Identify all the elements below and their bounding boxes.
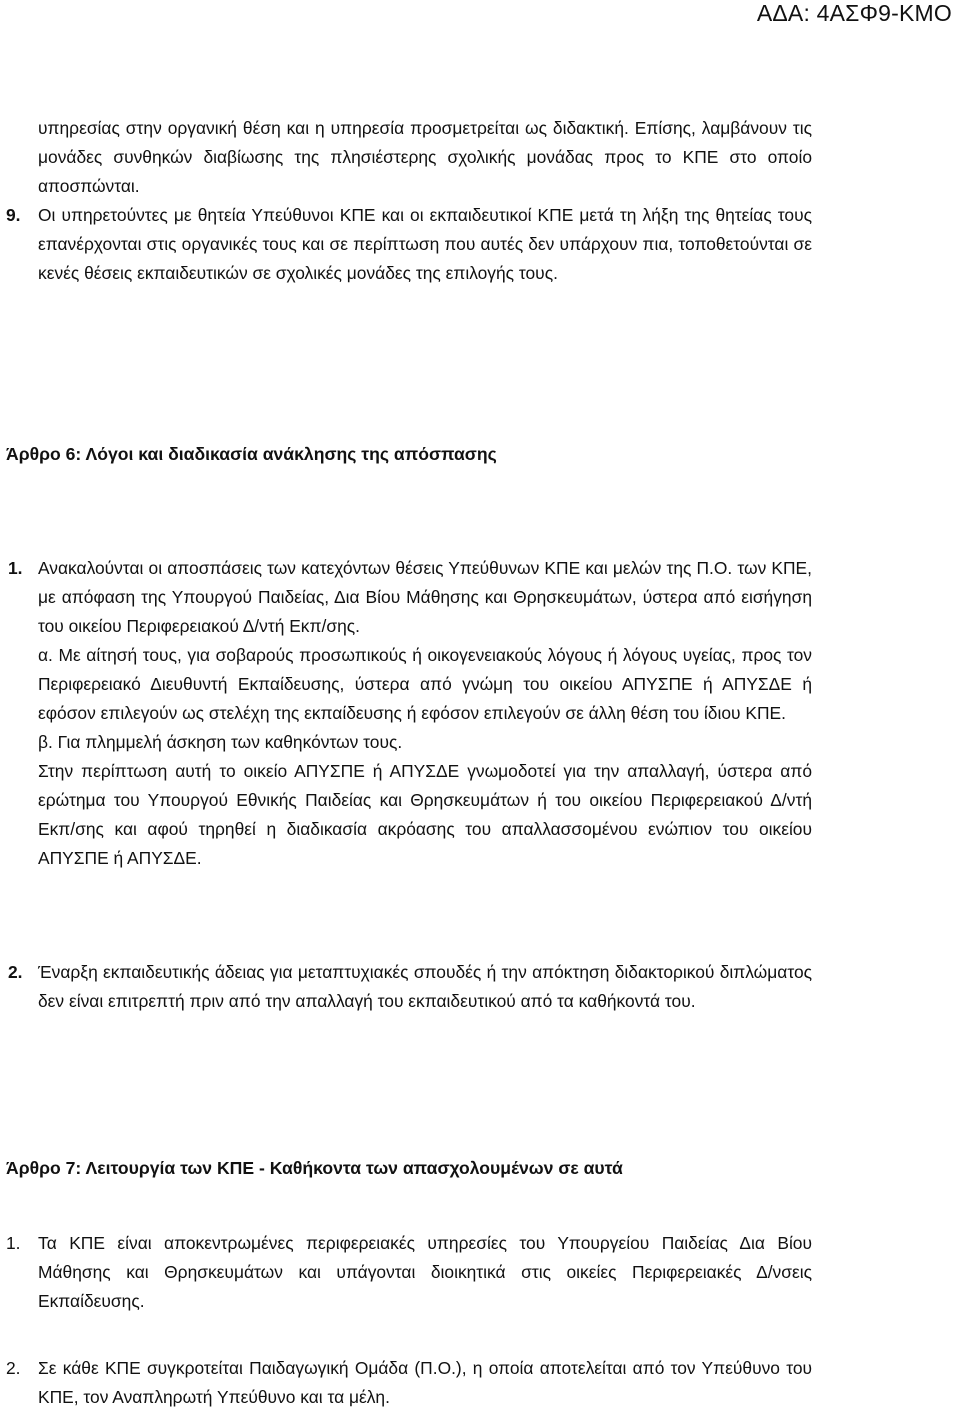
list-item-number: 2. [8,962,23,982]
article-6-item-1-text: Ανακαλούνται οι αποσπάσεις των κατεχόντων θέσεις Υπεύθυνων ΚΠΕ και μελών της Π.Ο. των ΚΠΕ, με απόφαση της Υπουργού Παιδείας, Δια Βίου Μάθησης και Θρησκευμάτων, ύστερα από εισήγηση του οικείου Περιφερειακού Δ/ντή Εκπ/σης. [38,558,812,636]
article-6-item-2 [8,958,812,1048]
article-6-item-1-body [38,554,812,873]
list-item-text: Έναρξη εκπαιδευτικής άδειας για μεταπτυχιακές σπουδές ή την απόκτηση διδακτορικού διπλώματος δεν είναι επιτρεπτή πριν από την απαλλαγή του εκπαιδευτικού από τα καθήκοντά του. [38,962,812,1011]
list-item-9 [6,201,812,321]
article-7-item-1 [6,1229,812,1319]
list-item-text: Οι υπηρετούντες με θητεία Υπεύθυνοι ΚΠΕ και οι εκπαιδευτικοί ΚΠΕ μετά τη λήξη της θητείας τους επανέρχονται στις οργανικές τους και σε περίπτωση που αυτές δεν υπάρχουν πια, τοποθετούνται σε κενές θέσεις εκπαιδευτικών σε σχολικές μονάδες της επιλογής τους. [38,205,812,283]
article-6-item-1-sub-a: α. Με αίτησή τους, για σοβαρούς προσωπικούς ή οικογενειακούς λόγους ή λόγους υγείας, προς τον Περιφερειακό Διευθυντή Εκπαίδευσης, ύστερα από γνώμη του οικείου ΑΠΥΣΠΕ ή ΑΠΥΣΔΕ ή εφόσον επιλεγούν ως στελέχη της εκπαίδευσης ή εφόσον επιλεγούν σε άλλη θέση του ίδιου ΚΠΕ. [38,645,812,723]
article-7-item-2 [6,1354,812,1412]
list-item-number: 1. [8,558,23,578]
article-6-item-1 [8,554,812,954]
list-item-text: Σε κάθε ΚΠΕ συγκροτείται Παιδαγωγική Ομάδα (Π.Ο.), η οποία αποτελείται από τον Υπεύθυνο του ΚΠΕ, τον Αναπληρωτή Υπεύθυνο και τα μέλη. [38,1358,812,1407]
ada-code: ΑΔΑ: 4ΑΣΦ9-ΚΜΟ [756,0,952,26]
article-7-heading: Άρθρο 7: Λειτουργία των ΚΠΕ - Καθήκοντα των απασχολουμένων σε αυτά [6,1158,623,1178]
intro-paragraph [38,114,812,201]
article-6-heading: Άρθρο 6: Λόγοι και διαδικασία ανάκλησης της απόσπασης [6,444,497,464]
list-item-number: 9. [6,205,21,225]
article-6-item-1-sub-b-followup: Στην περίπτωση αυτή το οικείο ΑΠΥΣΠΕ ή ΑΠΥΣΔΕ γνωμοδοτεί για την απαλλαγή, ύστερα από ερώτημα του Υπουργού Εθνικής Παιδείας και Θρησκευμάτων ή του οικείου Περιφερειακού Δ/ντή Εκπ/σης και αφού τηρηθεί η διαδικασία ακρόασης του απαλλασσομένου ενώπιον του οικείου ΑΠΥΣΠΕ ή ΑΠΥΣΔΕ. [38,761,812,868]
list-item-number: 1. [6,1233,21,1253]
article-6-item-1-sub-b: β. Για πλημμελή άσκηση των καθηκόντων τους. [38,732,403,752]
list-item-number: 2. [6,1358,21,1378]
intro-paragraph-text: υπηρεσίας στην οργανική θέση και η υπηρεσία προσμετρείται ως διδακτική. Επίσης, λαμβάνουν τις μονάδες συνθηκών διαβίωσης της πλησιέστερης σχολικής μονάδας προς το ΚΠΕ στο οποίο αποσπώνται. [38,118,812,196]
list-item-text: Τα ΚΠΕ είναι αποκεντρωμένες περιφερειακές υπηρεσίες του Υπουργείου Παιδείας Δια Βίου Μάθησης και Θρησκευμάτων και υπάγονται διοικητικά στις οικείες Περιφερειακές Δ/νσεις Εκπαίδευσης. [38,1233,812,1311]
